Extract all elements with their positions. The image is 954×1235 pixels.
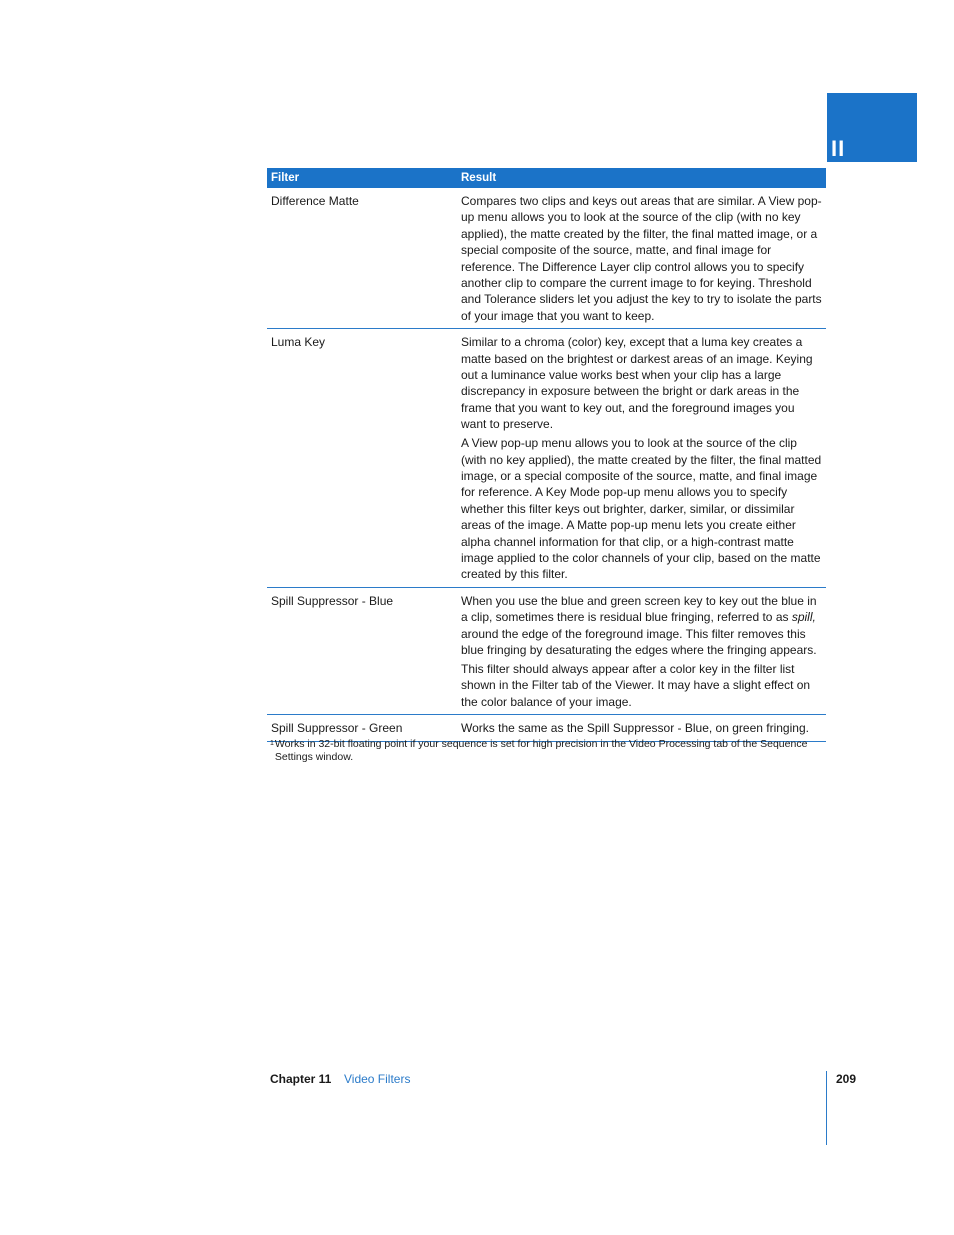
footer-divider (826, 1071, 827, 1145)
column-header-result: Result (457, 168, 826, 188)
filter-result (457, 329, 826, 588)
result-paragraph (461, 593, 822, 659)
result-text: around the edge of the foreground image. This filter removes this blue fringing by desaturating the edges where the fringing appears. (461, 626, 817, 658)
filter-name: Difference Matte (267, 188, 457, 329)
table-row (267, 329, 826, 588)
result-emphasis: spill, (791, 610, 816, 625)
footnote (270, 738, 830, 764)
footnote-marker: 1 (270, 740, 274, 747)
result-paragraph: Compares two clips and keys out areas that are similar. A View pop-up menu allows you to look at the source of the clip (with no key applied), the matte created by the filter, the final matted image, or a special composite of the source, matte, and final image for reference. The Difference Layer clip control allows you to specify another clip to compare the current image to for keying. Threshold and Tolerance sliders let you adjust the key to try to isolate the parts of your image that you want to keep. (461, 194, 822, 323)
part-tab-label: II (831, 136, 846, 161)
filter-table (267, 168, 826, 742)
footer-chapter-label: Chapter 11 (270, 1072, 332, 1086)
table-header-row (267, 168, 826, 188)
footnote-text: Works in 32-bit floating point if your sequence is set for high precision in the Video Processing tab of the Sequence Settings window. (274, 738, 808, 763)
part-tab (827, 93, 917, 162)
result-paragraph: Works the same as the Spill Suppressor - Blue, on green fringing. (461, 721, 809, 736)
table-row (267, 587, 826, 714)
column-header-filter: Filter (267, 168, 457, 188)
filter-name: Spill Suppressor - Blue (267, 587, 457, 714)
page-number: 209 (836, 1072, 857, 1086)
filter-result (457, 188, 826, 329)
result-paragraph: Similar to a chroma (color) key, except that a luma key creates a matte based on the brightest or darkest areas of an image. Keying out a luminance value works best when your clip has a large discrepancy in exposure between the bright or dark areas in the frame that you want to key out, and the foreground images you want to preserve. (461, 335, 813, 432)
footer-chapter-title[interactable]: Video Filters (344, 1072, 411, 1086)
filter-name: Spill Suppressor - Green (267, 715, 457, 741)
table-row (267, 188, 826, 329)
result-text: When you use the blue and green screen key to key out the blue in a clip, sometimes there is residual blue fringing, referred to as (461, 593, 817, 625)
result-paragraph: This filter should always appear after a color key in the filter list shown in the Filter tab of the Viewer. It may have a slight effect on the color balance of your image. (461, 661, 811, 709)
result-paragraph: A View pop-up menu allows you to look at the source of the clip (with no key applied), the matte created by the filter, the final matted image, or a special composite of the source, matte, and final image for reference. A Key Mode pop-up menu allows you to specify whether this filter keys out brighter, darker, similar, or dissimilar areas of the image. A Matte pop-up menu lets you create either alpha channel information for that clip, or a high-contrast matte image applied to the color channels of your clip, based on the matte created by this filter. (461, 436, 822, 582)
filter-result (457, 587, 826, 714)
filter-name: Luma Key (267, 329, 457, 588)
